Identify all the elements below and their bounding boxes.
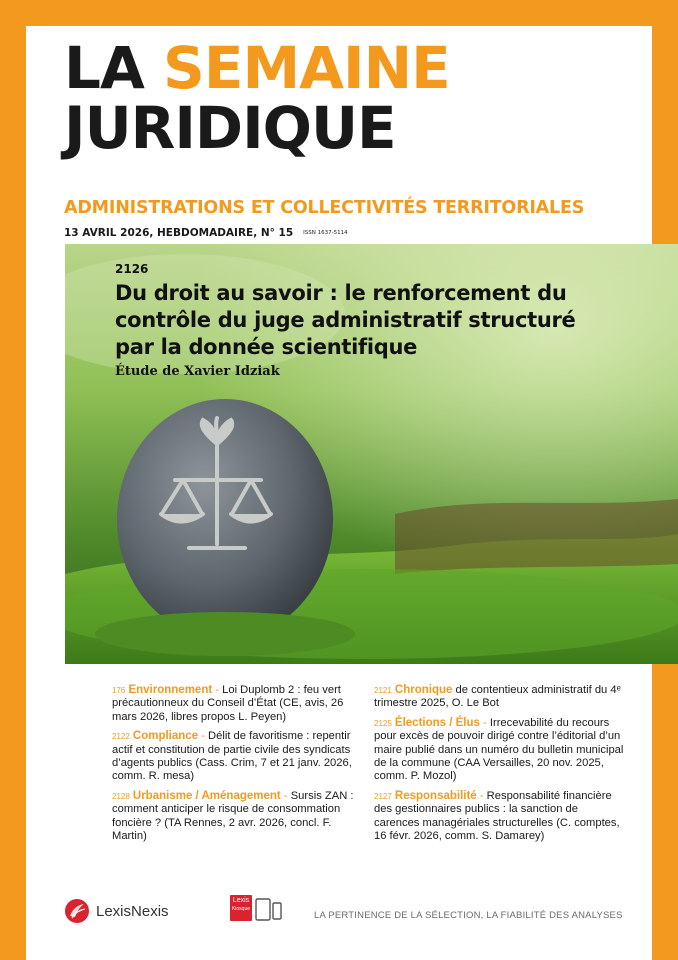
summary-item[interactable] xyxy=(374,684,626,711)
feature-title: Du droit au savoir : le renforcement du contrôle du juge administratif structuré par la donnée scientifique xyxy=(115,281,576,359)
item-category: Chronique xyxy=(394,684,453,696)
item-number: 2121 xyxy=(374,686,392,695)
edition-subtitle: ADMINISTRATIONS ET COLLECTIVITÉS TERRITORIALES xyxy=(64,198,585,218)
item-text: Sursis ZAN : comment anticiper le risque de consommation foncière ? (TA Rennes, 2 avr. 2026, concl. F. Martin) xyxy=(112,789,354,843)
lexisnexis-logo[interactable] xyxy=(64,898,169,924)
kiosque-line-2: Kiosque xyxy=(231,906,251,912)
summary-item[interactable]: 2122 Compliance - Délit de favoritisme : repentir actif et constitution de partie civile des syndicats d’agents publics (Cass. Crim, 7 et 21 janv. 2026, comm. R. mesa) xyxy=(112,730,352,783)
phone-icon xyxy=(273,903,281,919)
masthead-juridique: JURIDIQUE xyxy=(64,94,396,162)
issue-date: 13 AVRIL 2026, HEBDOMADAIRE, N° 15 xyxy=(64,227,294,239)
item-number: 2127 xyxy=(374,791,392,801)
item-category: Responsabilité xyxy=(394,789,477,802)
item-category: Urbanisme / Aménagement xyxy=(132,789,281,802)
item-category: Élections / Élus xyxy=(394,716,480,729)
kiosque-line-1: Lexis xyxy=(232,897,250,904)
masthead-la: LA xyxy=(64,34,164,102)
devices-icons xyxy=(255,898,283,927)
masthead-line-1 xyxy=(64,34,450,102)
tablet-icon xyxy=(256,899,270,920)
item-number: 176 xyxy=(112,686,126,695)
masthead xyxy=(64,34,450,162)
feature-number: 2126 xyxy=(115,262,149,276)
summary-right-column xyxy=(374,684,626,849)
item-number: 2122 xyxy=(112,732,130,742)
item-text: Loi Duplomb 2 : feu vert précautionneux du Conseil d’État (CE, avis, 26 mars 2026, libres propos L. Peyen) xyxy=(112,684,344,723)
summary-item[interactable]: 176 Environnement - Loi Duplomb 2 : feu vert précautionneux du Conseil d’État (CE, avis, 26 mars 2026, libres propos L. Peyen) xyxy=(112,684,344,723)
lexis-kiosque-badge[interactable] xyxy=(230,895,252,921)
item-category: Compliance xyxy=(132,730,199,743)
item-text: Délit de favoritisme : repentir actif et constitution de partie civile des syndicats d’agents publics (Cass. Crim, 7 et 21 janv. 2026, comm. R. mesa) xyxy=(112,730,352,783)
item-text: Irrecevabilité du recours pour excès de pouvoir dirigé contre l’éditorial d’un maire publié dans un numéro du bulletin municipal de la commune (CAA Versailles, 20 nov. 2025, comm. P. Mozol) xyxy=(374,716,624,783)
item-number: 2128 xyxy=(112,791,130,801)
item-category: Environnement xyxy=(128,684,213,696)
item-text: de contentieux administratif du 4ᵉ trimestre 2025, O. Le Bot xyxy=(374,684,621,710)
summary-left-column xyxy=(112,684,364,849)
feature-author: Étude de Xavier Idziak xyxy=(115,364,280,379)
summary-item[interactable]: 2127 Responsabilité - Responsabilité financière des gestionnaires publics : la sanction de carences managériales structurelles (C. comptes, 16 févr. 2026, comm. S. Damarey) xyxy=(374,789,620,843)
masthead-semaine: SEMAINE xyxy=(163,34,450,102)
summary-item[interactable]: 2125 Élections / Élus - Irrecevabilité du recours pour excès de pouvoir dirigé contre l’éditorial d’un maire publié dans un numéro du bulletin municipal de la commune (CAA Versailles, 20 nov. 2025, comm. P. Mozol) xyxy=(374,716,624,783)
tagline: LA PERTINENCE DE LA SÉLECTION, LA FIABILITÉ DES ANALYSES xyxy=(314,910,623,921)
item-text: Responsabilité financière des gestionnaires publics : la sanction de carences managériales structurelles (C. comptes, 16 févr. 2026, comm. S. Damarey) xyxy=(374,789,620,843)
publisher-name: LexisNexis xyxy=(96,902,169,920)
lexisnexis-logo-icon xyxy=(64,898,90,924)
summary-item[interactable]: 2128 Urbanisme / Aménagement - Sursis ZAN : comment anticiper le risque de consommation foncière ? (TA Rennes, 2 avr. 2026, concl. F. Martin) xyxy=(112,789,354,843)
issn: ISSN 1637-5114 xyxy=(303,230,348,236)
item-number: 2125 xyxy=(374,718,392,728)
dateline xyxy=(64,227,348,239)
